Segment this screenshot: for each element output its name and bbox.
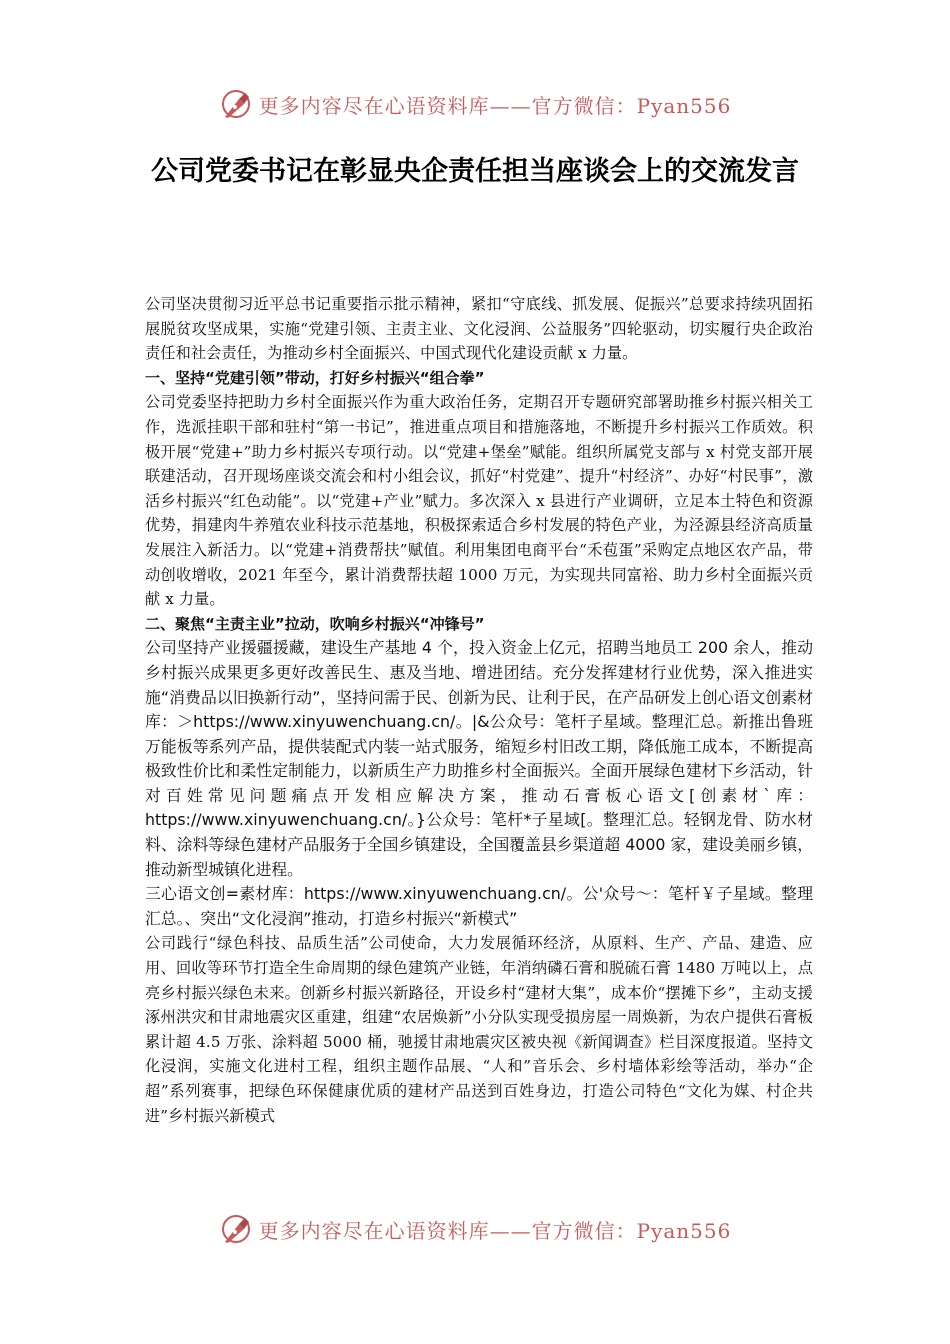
section-1-heading: 一、坚持“党建引领”带动，打好乡村振兴“组合拳”: [145, 368, 485, 387]
section-3-paragraph: 公司践行“绿色科技、品质生活”公司使命，大力发展循环经济，从原料、生产、产品、建造、应用、回收等环节打造全生命周期的绿色建筑产业链，年消纳磷石膏和脱硫石膏 1480 万吨以上，点亮乡村振兴绿色未来。创新乡村振兴新路径，开设乡村“建材大集”，成本价“摆摊下乡”，主动支援涿州洪灾和甘肃地震灾区重建，组建“农居焕新”小分队实现受损房屋一周焕新，为农户提供石膏板累计超 4.5 万张、涂料超 5000 桶，驰援甘肃地震灾区被央视《新闻调查》栏目深度报道。坚持文化浸润，实施文化进村工程，组织主题作品展、“人和”音乐会、乡村墙体彩绘等活动，举办“企超”系列赛事，把绿色环保健康优质的建材产品送到百姓身边，打造公司特色“文化为媒、村企共进”乡村振兴新模式: [145, 934, 813, 1125]
section-1-paragraph: 公司党委坚持把助力乡村全面振兴作为重大政治任务，定期召开专题研究部署助推乡村振兴相关工作，选派挂职干部和驻村“第一书记”，推进重点项目和措施落地，不断提升乡村振兴工作质效。积极开展“党建+”助力乡村振兴专项行动。以“党建+堡垒”赋能。组织所属党支部与 x 村党支部开展联建活动，召开现场座谈交流会和村小组会议，抓好“村党建”、提升“村经济”、办好“村民事”，激活乡村振兴“红色动能”。以“党建+产业”赋力。多次深入 x 县进行产业调研，立足本土特色和资源优势，捐建肉牛养殖农业科技示范基地，积极探索适合乡村发展的特色产业，为泾源县经济高质量发展注入新活力。以“党建+消费帮扶”赋值。利用集团电商平台“禾苞蛋”采购定点地区农产品，带动创收增收，2021 年至今，累计消费帮扶超 1000 万元，为实现共同富裕、助力乡村全面振兴贡献 x 力量。: [145, 393, 813, 609]
pen-nib-logo-icon: [219, 1212, 253, 1246]
section-3-heading: 三心语文创=素材库：https://www.xinyuwenchuang.cn/。公'众号～：笔杆￥子星域。整理汇总。、突出“文化浸润”推动，打造乡村振兴“新模式”: [145, 884, 813, 928]
watermark-text: 更多内容尽在心语资料库——官方微信：Pyan556: [258, 1218, 732, 1243]
document-title: 公司党委书记在彰显央企责任担当座谈会上的交流发言: [151, 156, 799, 187]
section-2-heading: 二、聚焦“主责主业”拉动，吹响乡村振兴“冲锋号”: [145, 614, 485, 633]
watermark-banner-top: [0, 84, 950, 124]
pen-nib-logo-icon: [219, 87, 253, 121]
section-2-paragraph: 公司坚持产业援疆援藏，建设生产基地 4 个，投入资金上亿元，招聘当地员工 200 余人，推动乡村振兴成果更多更好改善民生、惠及当地、增进团结。充分发挥建材行业优势，深入推进实施“消费品以旧换新行动”，坚持问需于民、创新为民、让利于民，在产品研发上创心语文创素材库：＞https://www.xinyuwenchuang.cn/。|&公众号：笔杆子星域。整理汇总。新推出鲁班万能板等系列产品，提供装配式内装一站式服务，缩短乡村旧改工期，降低施工成本，不断提高极致性价比和柔性定制能力，以新质生产力助推乡村全面振兴。全面开展绿色建材下乡活动，针对百姓常见问题痛点开发相应解决方案，推动石膏板心语文[创素材`库：https://www.xinyuwenchuang.cn/。}公众号：笔杆*子星域[。整理汇总。轻钢龙骨、防水材料、涂料等绿色建材产品服务于全国乡镇建设，全国覆盖县乡渠道超 4000 家，建设美丽乡镇，推动新型城镇化进程。: [145, 638, 813, 879]
watermark-text: 更多内容尽在心语资料库——官方微信：Pyan556: [258, 93, 732, 118]
intro-paragraph: 公司坚决贯彻习近平总书记重要指示批示精神，紧扣“守底线、抓发展、促振兴”总要求持续巩固拓展脱贫攻坚成果，实施“党建引领、主责主业、文化浸润、公益服务”四轮驱动，切实履行央企政治责任和社会责任，为推动乡村全面振兴、中国式现代化建设贡献 x 力量。: [145, 295, 813, 363]
document-body: [145, 292, 813, 1128]
watermark-banner-bottom: [0, 1209, 950, 1249]
